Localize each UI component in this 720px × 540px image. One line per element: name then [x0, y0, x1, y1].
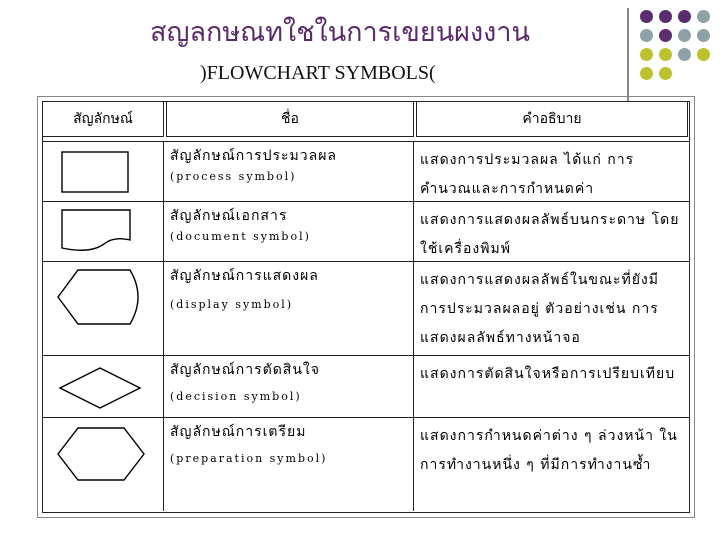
table-row: [42, 261, 690, 355]
decorative-dot: [697, 29, 710, 42]
name-cell: [164, 141, 414, 201]
table-header: [42, 101, 690, 137]
display-symbol-icon: [56, 268, 146, 326]
decorative-dot: [659, 67, 672, 80]
name-cell: [164, 201, 414, 261]
document-symbol-icon: [60, 208, 132, 254]
decorative-dot: [640, 48, 653, 61]
table-row: [42, 417, 690, 511]
description-cell: [414, 141, 690, 201]
name-cell: [164, 417, 414, 511]
decorative-dot: [640, 10, 653, 23]
description-cell: [414, 355, 690, 417]
flowchart-symbol-table: [37, 96, 695, 518]
decorative-dot: [659, 48, 672, 61]
name-cell: [164, 355, 414, 417]
header-name: ชื่อ: [166, 101, 414, 137]
symbol-name-english: (preparation symbol): [170, 452, 328, 465]
symbol-name-thai: สัญลักษณ์การตัดสินใจ: [170, 362, 320, 378]
decorative-dot: [640, 29, 653, 42]
symbol-description: แสดงการแสดงผลลัพธ์ในขณะที่ยังมีการประมวลผลอยู่ ตัวอย่างเช่น การแสดงผลลัพธ์ทางหน้าจอ: [420, 272, 659, 346]
symbol-cell: [42, 141, 164, 201]
decorative-dot-grid: [640, 10, 720, 90]
symbol-description: แสดงการแสดงผลลัพธ์บนกระดาษ โดยใช้เครื่องพิมพ์: [420, 212, 680, 257]
slide-title-english: )FLOWCHART SYMBOLS(: [200, 62, 436, 84]
slide-title-thai: สญลกษณทใชในการเขยนผงงาน: [150, 17, 530, 48]
decorative-dot: [678, 48, 691, 61]
symbol-name-english: (process symbol): [170, 170, 297, 183]
symbol-name-english: (display symbol): [170, 298, 294, 311]
symbol-name-thai: สัญลักษณ์การแสดงผล: [170, 268, 319, 284]
preparation-symbol-icon: [56, 426, 146, 482]
process-symbol-icon: [60, 150, 130, 194]
symbol-cell: [42, 261, 164, 355]
description-cell: [414, 201, 690, 261]
decorative-dot: [697, 48, 710, 61]
symbol-description: แสดงการประมวลผล ได้แก่ การคำนวณและการกำหนดค่า: [420, 152, 635, 197]
symbol-name-thai: สัญลักษณ์การประมวลผล: [170, 148, 337, 164]
symbol-name-english: (decision symbol): [170, 390, 302, 403]
name-cell: [164, 261, 414, 355]
decorative-dot: [697, 10, 710, 23]
symbol-name-thai: สัญลักษณ์เอกสาร: [170, 208, 288, 224]
decision-symbol-icon: [58, 366, 142, 410]
decorative-dot: [659, 10, 672, 23]
symbol-description: แสดงการตัดสินใจหรือการเปรียบเทียบ: [420, 366, 676, 382]
table-row: [42, 141, 690, 201]
decorative-dot: [678, 10, 691, 23]
header-description: คำอธิบาย: [416, 101, 688, 137]
decorative-dot: [678, 29, 691, 42]
decorative-dot: [640, 67, 653, 80]
description-cell: [414, 261, 690, 355]
symbol-name-english: (document symbol): [170, 230, 311, 243]
symbol-cell: [42, 201, 164, 261]
table-row: [42, 355, 690, 417]
symbol-description: แสดงการกำหนดค่าต่าง ๆ ล่วงหน้า ในการทำงานหนึ่ง ๆ ที่มีการทำงานซ้ำ: [420, 428, 678, 473]
symbol-name-thai: สัญลักษณ์การเตรียม: [170, 424, 307, 440]
symbol-cell: [42, 355, 164, 417]
symbol-cell: [42, 417, 164, 511]
description-cell: [414, 417, 690, 511]
table-row: [42, 201, 690, 261]
header-symbol: สัญลักษณ์: [42, 101, 164, 137]
decorative-dot: [659, 29, 672, 42]
